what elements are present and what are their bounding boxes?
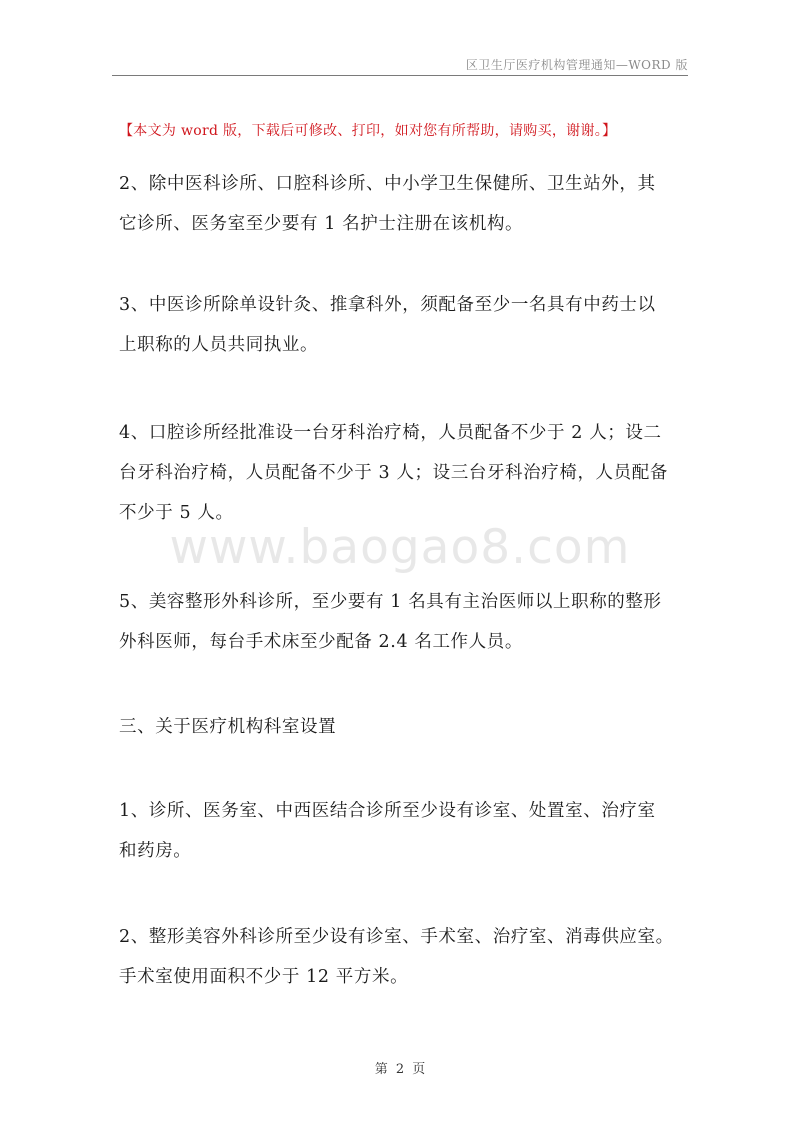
- paragraph-line: 4、口腔诊所经批准设一台牙科治疗椅，人员配备不少于 2 人；设二: [119, 423, 662, 443]
- paragraph-line: 5、美容整形外科诊所，至少要有 1 名具有主治医师以上职称的整形: [119, 592, 662, 612]
- paragraph-line: 外科医师，每台手术床至少配备 2.4 名工作人员。: [119, 632, 523, 652]
- header-title: 区卫生厅医疗机构管理通知—WORD 版: [465, 58, 688, 72]
- paragraph-line: 上职称的人员共同执业。: [119, 335, 319, 355]
- section-heading-department-setup: [119, 707, 685, 747]
- section-heading: 三、关于医疗机构科室设置: [119, 717, 337, 737]
- purchase-notice: 【本文为 word 版，下载后可修改、打印，如对您有所帮助，请购买，谢谢。】: [119, 123, 617, 139]
- paragraph-line: 2、除中医科诊所、口腔科诊所、中小学卫生保健所、卫生站外，其: [119, 174, 656, 194]
- header-divider: [112, 75, 688, 76]
- paragraph-nurse-requirement: [119, 164, 685, 244]
- paragraph-line: 1、诊所、医务室、中西医结合诊所至少设有诊室、处置室、治疗室: [119, 801, 656, 821]
- paragraph-line: 它诊所、医务室至少要有 1 名护士注册在该机构。: [119, 214, 524, 234]
- paragraph-cosmetic-surgery: [119, 582, 685, 662]
- paragraph-tcm-clinic: [119, 285, 685, 365]
- paragraph-line: 手术室使用面积不少于 12 平方米。: [119, 967, 409, 987]
- page-number: 第 2 页: [374, 1062, 426, 1077]
- paragraph-dental-clinic: [119, 413, 685, 533]
- paragraph-line: 3、中医诊所除单设针灸、推拿科外，须配备至少一名具有中药士以: [119, 295, 656, 315]
- paragraph-line: 台牙科治疗椅，人员配备不少于 3 人；设三台牙科治疗椅，人员配备: [119, 463, 668, 483]
- paragraph-line: 2、整形美容外科诊所至少设有诊室、手术室、治疗室、消毒供应室。: [119, 927, 674, 947]
- paragraph-line: 不少于 5 人。: [119, 503, 234, 523]
- paragraph-clinic-rooms: [119, 791, 685, 871]
- paragraph-line: 和药房。: [119, 841, 192, 861]
- paragraph-cosmetic-rooms: [119, 917, 685, 997]
- watermark: www.baogao8.com: [169, 520, 631, 575]
